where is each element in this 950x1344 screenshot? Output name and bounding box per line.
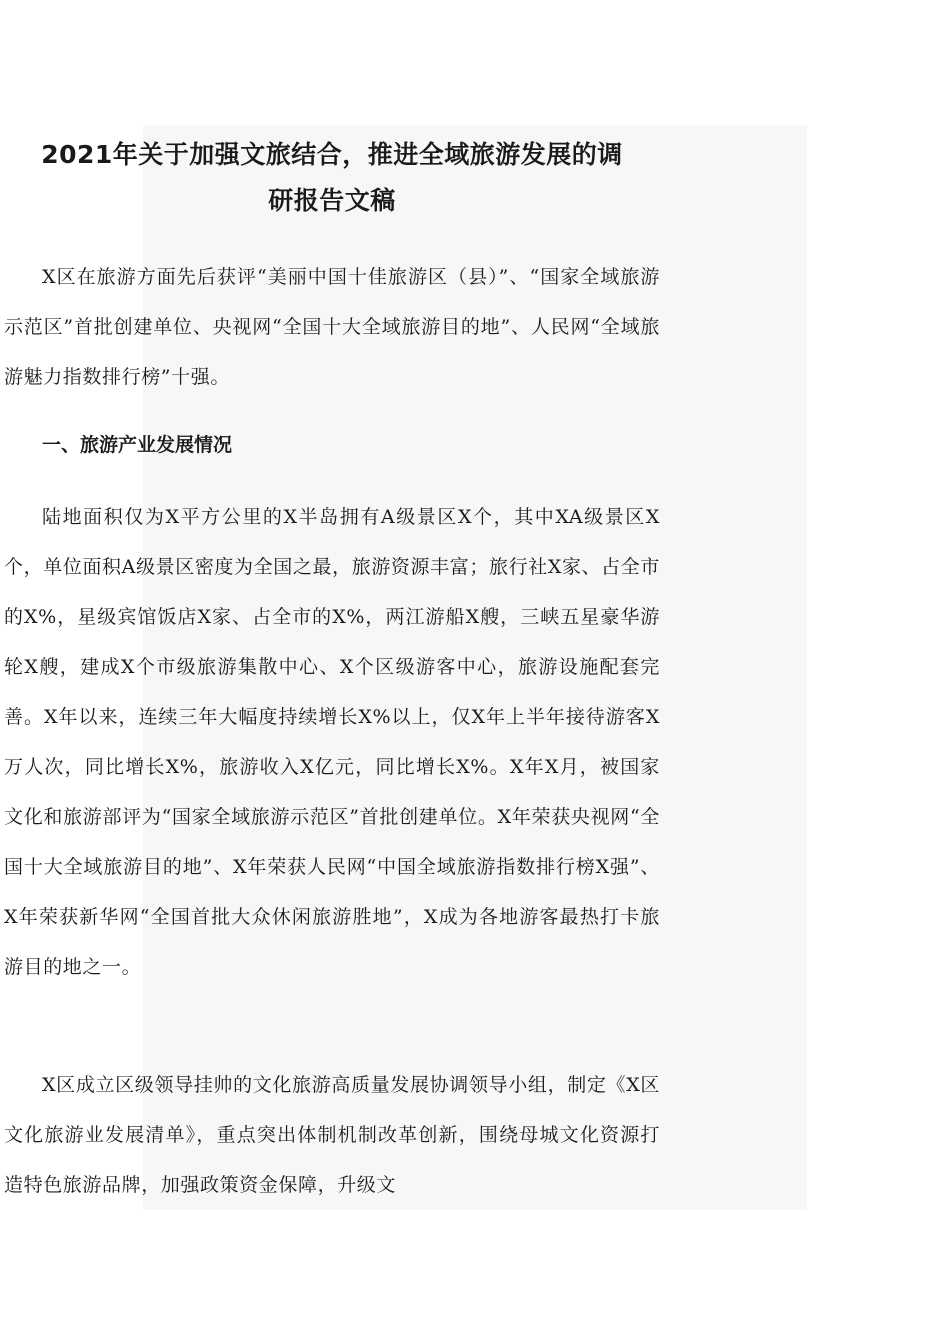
section-heading: 一、旅游产业发展情况 (42, 434, 233, 456)
paragraph-industry: 陆地面积仅为X平方公里的X半岛拥有A级景区X个，其中XA级景区X个，单位面积A级景区密度为全国之最，旅游资源丰富；旅行社X家、占全市的X%，星级宾馆饭店X家、占全市的X%，两江游船X艘，三峡五星豪华游轮X艘，建成X个市级旅游集散中心、X个区级游客中心，旅游设施配套完善。X年以来，连续三年大幅度持续增长X%以上，仅X年上半年接待游客X万人次，同比增长X%，旅游收入X亿元，同比增长X%。X年X月，被国家文化和旅游部评为“国家全域旅游示范区”首批创建单位。X年荣获央视网“全国十大全域旅游目的地”、X年荣获人民网“中国全域旅游指数排行榜X强”、X年荣获新华网“全国首批大众休闲旅游胜地”，X成为各地游客最热打卡旅游目的地之一。 (4, 506, 660, 978)
paragraph-intro: X区在旅游方面先后获评“美丽中国十佳旅游区（县）”、“国家全域旅游示范区”首批创建单位、央视网“全国十大全域旅游目的地”、人民网“全域旅游魅力指数排行榜”十强。 (4, 266, 660, 388)
document-title-line2: 研报告文稿 (268, 186, 396, 215)
document-title-line1: 2021年关于加强文旅结合，推进全域旅游发展的调 (41, 140, 623, 169)
paragraph-leadership: X区成立区级领导挂帅的文化旅游高质量发展协调领导小组，制定《X区文化旅游业发展清单》，重点突出体制机制改革创新，围绕母城文化资源打造特色旅游品牌，加强政策资金保障，升级文 (4, 1074, 660, 1196)
